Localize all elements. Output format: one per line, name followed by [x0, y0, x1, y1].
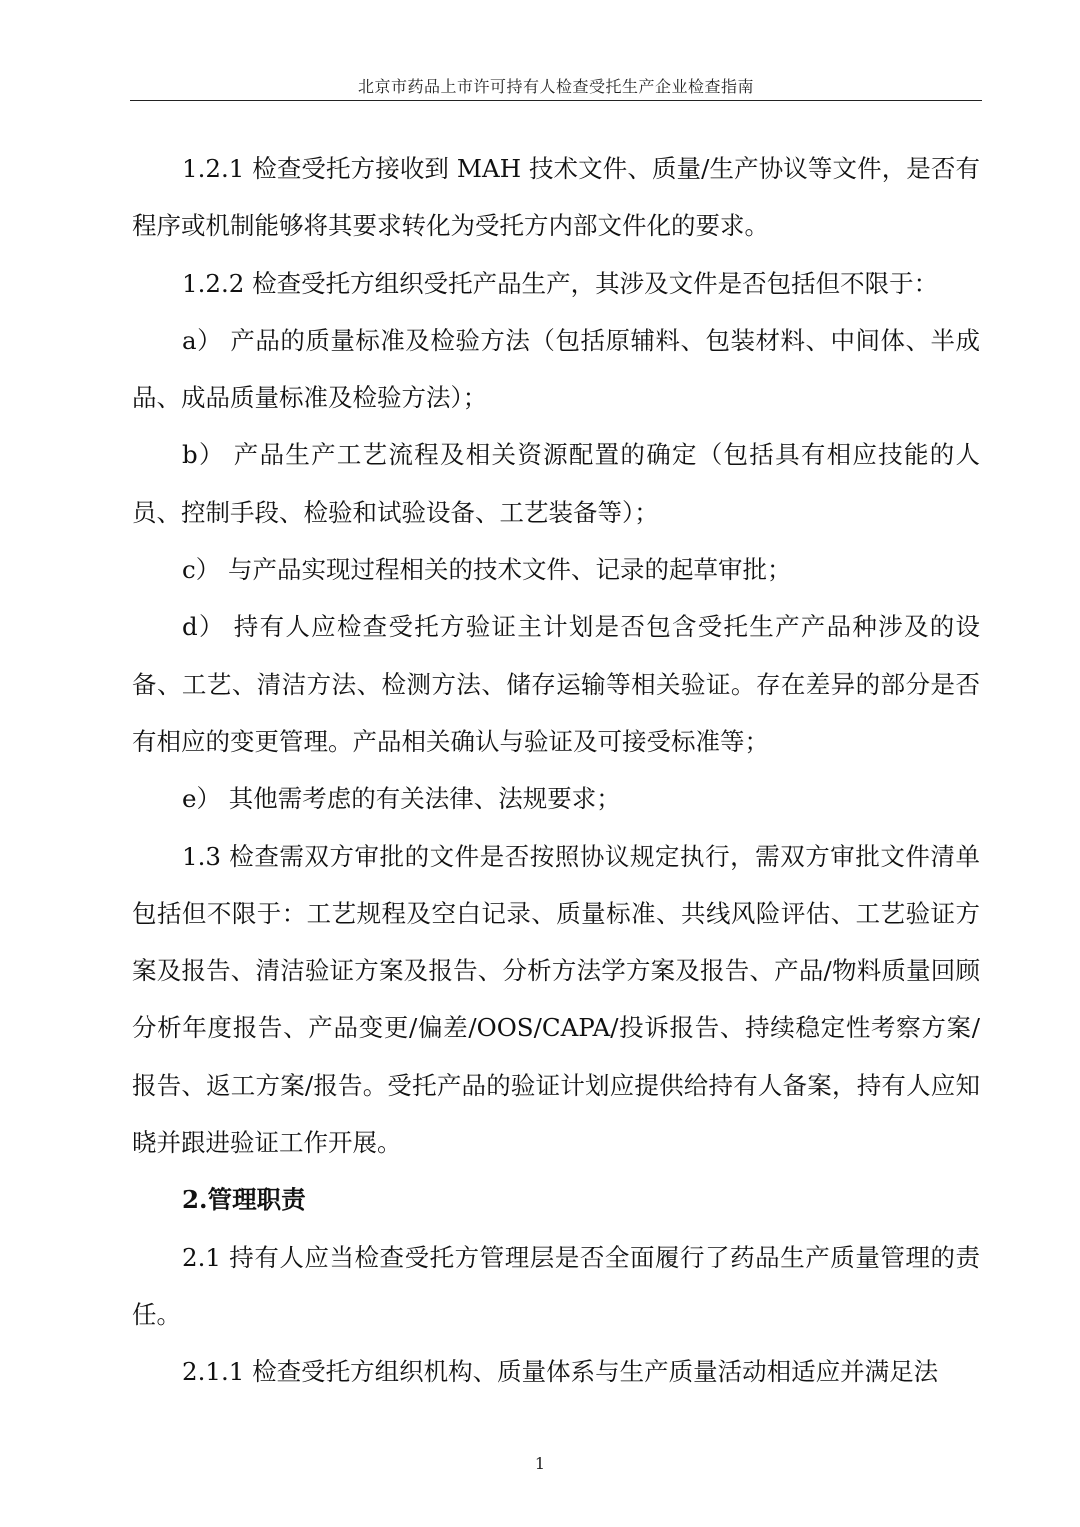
- list-item-d: d） 持有人应检查受托方验证主计划是否包含受托生产产品种涉及的设备、工艺、清洁方法、检测方法、储存运输等相关验证。存在差异的部分是否有相应的变更管理。产品相关确认与验证及可接受标准等；: [132, 612, 980, 756]
- document-body: [132, 140, 980, 1401]
- section-heading-management: 2.管理职责: [182, 1185, 306, 1215]
- list-item-b: b） 产品生产工艺流程及相关资源配置的确定（包括具有相应技能的人员、控制手段、检验和试验设备、工艺装备等）；: [132, 440, 980, 527]
- paragraph-2-1-1: 2.1.1 检查受托方组织机构、质量体系与生产质量活动相适应并满足法: [182, 1357, 939, 1387]
- page-header-title: 北京市药品上市许可持有人检查受托生产企业检查指南: [357, 77, 754, 96]
- list-item-c: c） 与产品实现过程相关的技术文件、记录的起草审批；: [182, 555, 792, 585]
- paragraph-2-1: 2.1 持有人应当检查受托方管理层是否全面履行了药品生产质量管理的责任。: [132, 1242, 980, 1329]
- paragraph-1-3: 1.3 检查需双方审批的文件是否按照协议规定执行，需双方审批文件清单包括但不限于：工艺规程及空白记录、质量标准、共线风险评估、工艺验证方案及报告、清洁验证方案及报告、分析方法学方案及报告、产品/物料质量回顾分析年度报告、产品变更/偏差/OOS/CAPA/投诉报告、持续稳定性考察方案/报告、返工方案/报告。受托产品的验证计划应提供给持有人备案，持有人应知晓并跟进验证工作开展。: [132, 841, 980, 1158]
- list-item-a: a） 产品的质量标准及检验方法（包括原辅料、包装材料、中间体、半成品、成品质量标准及检验方法）；: [132, 325, 980, 413]
- header-rule: [130, 100, 982, 101]
- paragraph-1-2-1: 1.2.1 检查受托方接收到 MAH 技术文件、质量/生产协议等文件，是否有程序或机制能够将其要求转化为受托方内部文件化的要求。: [132, 154, 980, 241]
- list-item-e: e） 其他需考虑的有关法律、法规要求；: [182, 784, 621, 814]
- paragraph-1-2-2: 1.2.2 检查受托方组织受托产品生产，其涉及文件是否包括但不限于：: [182, 268, 939, 298]
- page-number: 1: [534, 1454, 546, 1473]
